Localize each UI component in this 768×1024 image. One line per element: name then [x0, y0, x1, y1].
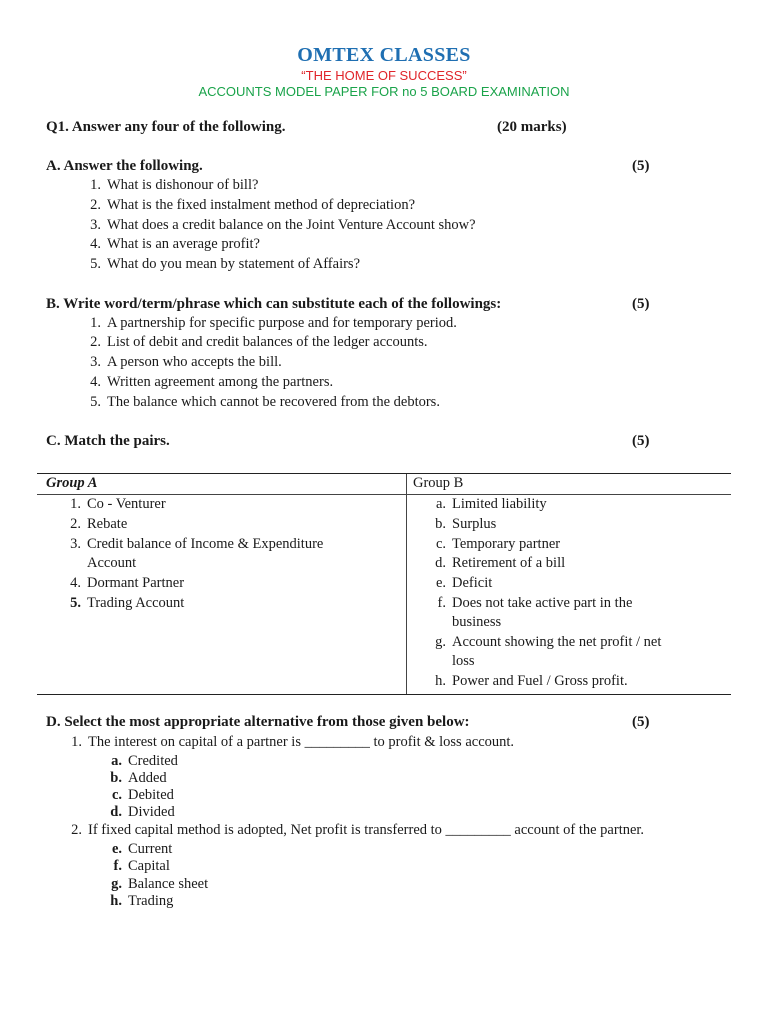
table-row: e. Deficit [435, 575, 493, 591]
table-row: loss [452, 653, 475, 669]
table-row: g. Account showing the net profit / net [435, 634, 662, 650]
table-row: h. Power and Fuel / Gross profit. [435, 673, 628, 689]
table-row: 5. Trading Account [70, 595, 185, 611]
section-a-marks: (5) [632, 158, 650, 174]
list-item: 1. What is dishonour of bill? [90, 177, 259, 193]
list-item: 4. Written agreement among the partners. [90, 374, 334, 390]
mcq-question: 2. If fixed capital method is adopted, Net profit is transferred to _________ account of the partner. [71, 822, 645, 838]
table-row: b. Surplus [435, 516, 497, 532]
section-c-marks: (5) [632, 433, 650, 449]
list-item: 5. The balance which cannot be recovered from the debtors. [90, 394, 440, 410]
mcq-option: e. Current [111, 841, 173, 857]
list-item: 3. A person who accepts the bill. [90, 354, 282, 370]
table-row: 3. Credit balance of Income & Expenditure [70, 536, 324, 552]
match-table [37, 473, 731, 695]
q1-instruction: Q1. Answer any four of the following. [46, 119, 286, 135]
page-title: OMTEX CLASSES [297, 44, 471, 66]
table-row: 2. Rebate [70, 516, 128, 532]
section-a-heading: A. Answer the following. [46, 158, 203, 174]
table-row: 4. Dormant Partner [70, 575, 185, 591]
table-row: a. Limited liability [435, 496, 547, 512]
list-item: 1. A partnership for specific purpose and for temporary period. [90, 315, 457, 331]
table-row: business [452, 614, 502, 630]
table-row: c. Temporary partner [435, 536, 561, 552]
table-column-divider [406, 474, 407, 694]
table-header-divider [37, 494, 731, 495]
list-item: 5. What do you mean by statement of Affairs? [90, 256, 361, 272]
mcq-option: h. Trading [110, 893, 174, 909]
mcq-question: 1. The interest on capital of a partner is _________ to profit & loss account. [71, 734, 515, 750]
tagline: “THE HOME OF SUCCESS” [301, 68, 467, 83]
list-item: 3. What does a credit balance on the Joint Venture Account show? [90, 217, 476, 233]
group-b-header: Group B [413, 475, 464, 491]
table-row: Account [87, 555, 137, 571]
list-item: 2. List of debit and credit balances of the ledger accounts. [90, 334, 428, 350]
table-row: 1. Co - Venturer [70, 496, 166, 512]
mcq-option: c. Debited [111, 787, 174, 803]
mcq-option: d. Divided [110, 804, 175, 820]
section-d-heading: D. Select the most appropriate alternative from those given below: [46, 714, 470, 730]
paper-subtitle: ACCOUNTS MODEL PAPER FOR no 5 BOARD EXAMINATION [198, 84, 570, 99]
section-d-marks: (5) [632, 714, 650, 730]
list-item: 4. What is an average profit? [90, 236, 260, 252]
section-b-heading: B. Write word/term/phrase which can substitute each of the followings: [46, 296, 502, 312]
table-row: d. Retirement of a bill [435, 555, 566, 571]
group-a-header: Group A [46, 475, 98, 491]
table-row: f. Does not take active part in the [437, 595, 633, 611]
mcq-option: b. Added [110, 770, 167, 786]
section-b-marks: (5) [632, 296, 650, 312]
section-c-heading: C. Match the pairs. [46, 433, 170, 449]
mcq-option: f. Capital [113, 858, 170, 874]
mcq-option: g. Balance sheet [111, 876, 209, 892]
mcq-option: a. Credited [111, 753, 178, 769]
list-item: 2. What is the fixed instalment method of depreciation? [90, 197, 416, 213]
q1-marks: (20 marks) [497, 119, 567, 135]
